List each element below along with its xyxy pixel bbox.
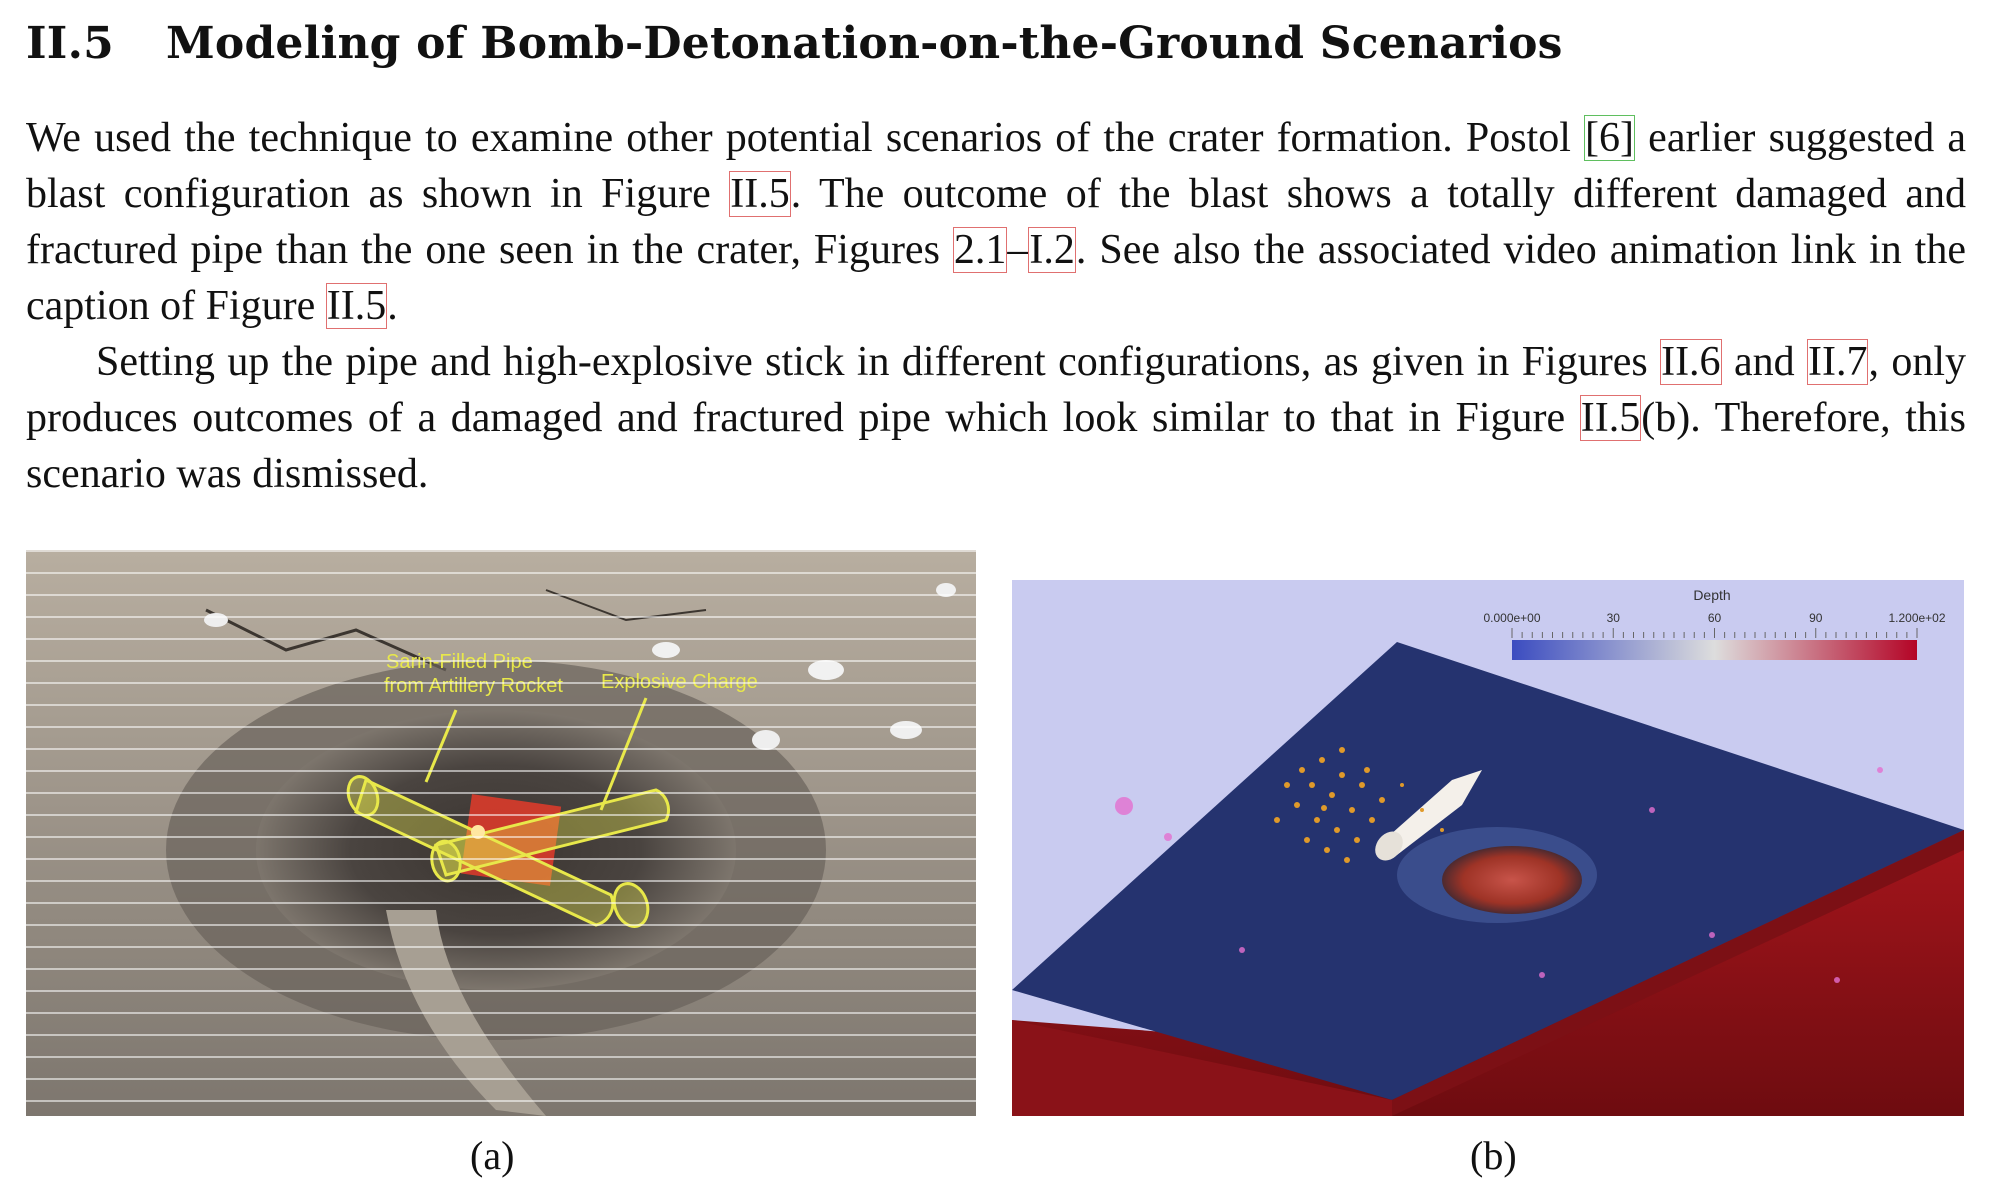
text-run: . The outcome of the blast shows a totally different damaged and fractured pipe than the one seen in the crater, Figures [26, 171, 1966, 273]
section-title: Modeling of Bomb-Detonation-on-the-Ground Scenarios [166, 18, 1563, 69]
paragraph-1 [26, 110, 1966, 334]
simulation-render [1012, 580, 1964, 1116]
figure-link[interactable]: II.7 [1807, 339, 1868, 385]
text-run: (b). Therefore, this scenario was dismissed. [26, 395, 1966, 497]
scanline-overlay [26, 550, 976, 1116]
figure-link[interactable]: II.6 [1661, 339, 1721, 385]
figure-link[interactable]: II.5 [1580, 395, 1641, 441]
colorbar-tick-label: 1.200e+02 [1888, 611, 1946, 625]
subfigure-label-a: (a) [470, 1133, 515, 1178]
text-run: , only produces outcomes of a damaged and fractured pipe which look similar to that in Figure [26, 339, 1966, 441]
text-run: Setting up the pipe and high-explosive stick in different configurations, as given in Figures [96, 339, 1661, 385]
crater-photo-illustration [26, 550, 976, 1116]
colorbar-tick-label: 90 [1809, 611, 1823, 625]
colorbar [1512, 640, 1917, 660]
figure-link[interactable]: 2.1 [953, 227, 1007, 273]
colorbar-tick-label: 0.000e+00 [1483, 611, 1541, 625]
text-run: and [1721, 339, 1807, 385]
colorbar-tick-label: 60 [1707, 611, 1722, 625]
subfigure-label-b: (b) [1470, 1133, 1517, 1178]
text-run: . See also the associated video animation link in the caption of Figure [26, 227, 1966, 329]
text-run: We used the technique to examine other potential scenarios of the crater formation. Postol [26, 115, 1585, 161]
text-run: earlier suggested a blast configuration as shown in Figure [26, 115, 1966, 217]
paragraph-2 [26, 334, 1966, 502]
section-heading [26, 18, 1563, 69]
text-run: – [1007, 227, 1029, 273]
figure-b-simulation [1012, 580, 1964, 1116]
citation-link[interactable]: [6] [1585, 115, 1635, 161]
colorbar-tick-label: 30 [1606, 611, 1620, 625]
figure-link[interactable]: II.5 [326, 283, 387, 329]
text-run: . [387, 283, 398, 329]
crater-hole [1442, 846, 1582, 914]
figure-a-photo [26, 550, 976, 1116]
colorbar-title: Depth [1693, 587, 1731, 603]
section-number: II.5 [26, 18, 114, 69]
body-text [26, 110, 1966, 502]
figure-link[interactable]: I.2 [1029, 227, 1075, 273]
figure-link[interactable]: II.5 [730, 171, 790, 217]
